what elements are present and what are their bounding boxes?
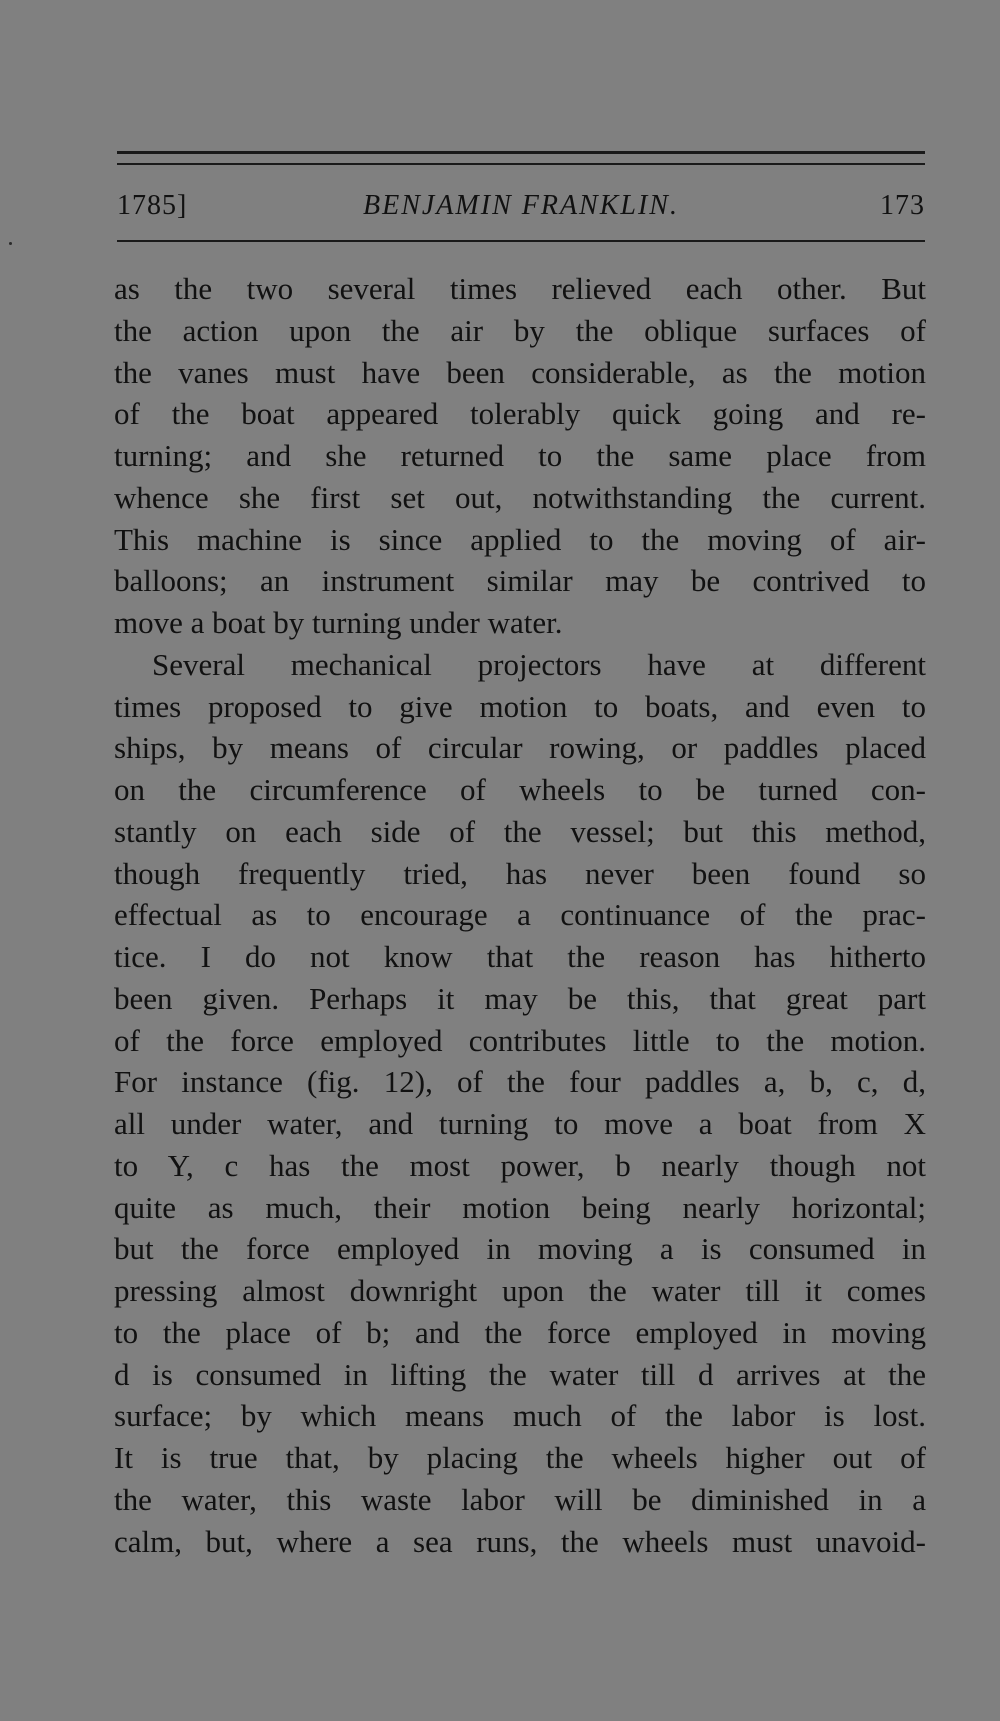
text-line: stantly on each side of the vessel; but this method, — [114, 813, 926, 849]
text-line: pressing almost downright upon the water till it comes — [114, 1273, 926, 1308]
text-line: to the place of b; and the force employed in moving — [114, 1314, 926, 1350]
text-line: times proposed to give motion to boats, and even to — [114, 688, 926, 724]
text-line: the vanes must have been considerable, as the motion — [114, 354, 926, 390]
text-line: as the two several times relieved each other. But — [114, 271, 926, 306]
text-line: Several mechanical projectors have at different — [152, 646, 926, 682]
text-line: For instance (fig. 12), of the four paddles a, b, c, d, — [114, 1064, 926, 1100]
body-text — [114, 268, 926, 1562]
text-line: but the force employed in moving a is consumed in — [114, 1231, 926, 1267]
running-head — [117, 186, 925, 226]
text-line: whence she first set out, notwithstanding the current. — [114, 479, 926, 515]
text-line: quite as much, their motion being nearly horizontal; — [114, 1189, 926, 1225]
top-rule-thick — [117, 151, 925, 154]
text-line: all under water, and turning to move a boat from X — [114, 1106, 926, 1141]
text-line: to Y, c has the most power, b nearly though not — [114, 1147, 926, 1183]
running-head-title: BENJAMIN FRANKLIN. — [363, 190, 679, 221]
text-line: balloons; an instrument similar may be contrived to — [114, 563, 926, 599]
text-line: surface; by which means much of the labor is lost. — [114, 1398, 926, 1434]
text-line: though frequently tried, has never been found so — [114, 855, 926, 891]
header-underline — [117, 240, 925, 242]
text-line: on the circumference of wheels to be turned con- — [114, 772, 926, 807]
text-line: tice. I do not know that the reason has hitherto — [114, 939, 926, 974]
scan-speck — [9, 242, 12, 245]
running-head-year: 1785] — [117, 190, 188, 221]
text-line: turning; and she returned to the same place from — [114, 438, 926, 473]
text-line: the water, this waste labor will be diminished in a — [114, 1481, 926, 1517]
text-line: d is consumed in lifting the water till d arrives at the — [114, 1356, 926, 1392]
text-line: been given. Perhaps it may be this, that great part — [114, 980, 926, 1016]
top-rule-thin — [117, 163, 925, 165]
text-line: ships, by means of circular rowing, or paddles placed — [114, 730, 926, 766]
page-number: 173 — [880, 190, 925, 221]
text-line: move a boat by turning under water. — [114, 605, 563, 640]
text-line: of the force employed contributes little to the motion. — [114, 1022, 926, 1058]
text-line: This machine is since applied to the moving of air- — [114, 521, 926, 557]
text-line: calm, but, where a sea runs, the wheels must unavoid- — [114, 1523, 926, 1559]
text-line: It is true that, by placing the wheels higher out of — [114, 1440, 926, 1475]
text-line: the action upon the air by the oblique surfaces of — [114, 312, 926, 348]
text-line: of the boat appeared tolerably quick going and re- — [114, 396, 926, 432]
text-line: effectual as to encourage a continuance of the prac- — [114, 897, 926, 933]
